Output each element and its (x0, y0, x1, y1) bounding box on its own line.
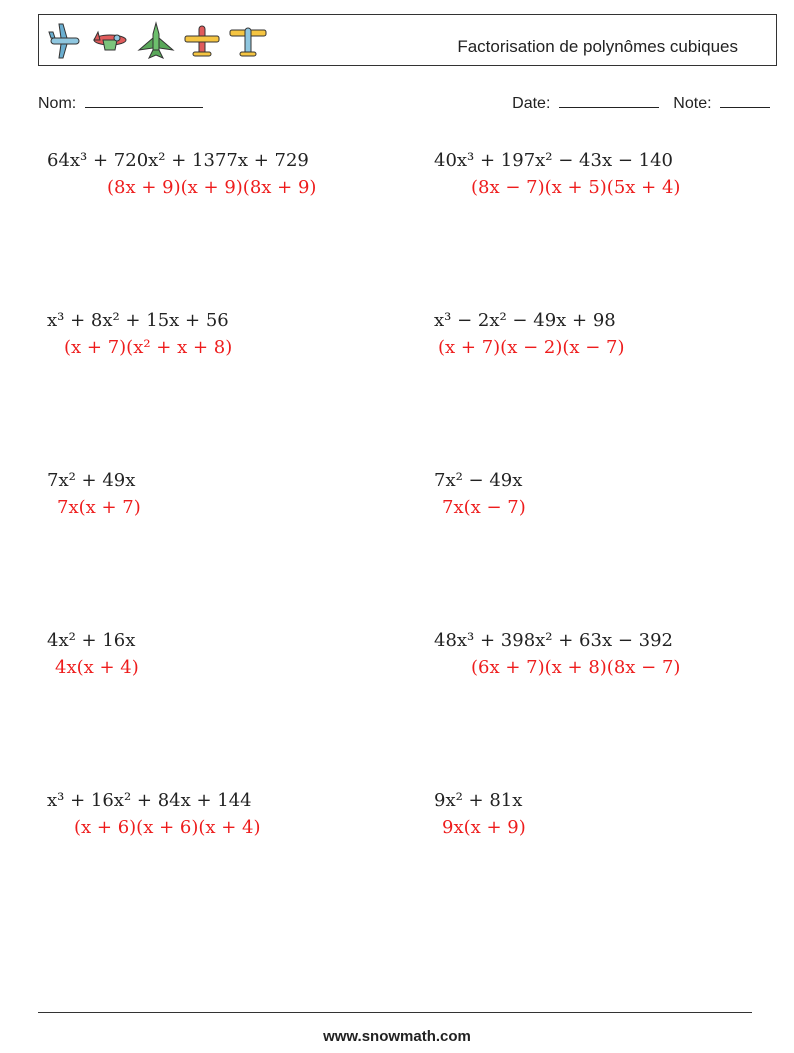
problem-answer: (x + 7)(x − 2)(x − 7) (438, 337, 625, 358)
problem-question: x³ + 16x² + 84x + 144 (47, 790, 252, 811)
date-blank[interactable] (559, 93, 659, 108)
problem-question: 40x³ + 197x² − 43x − 140 (434, 150, 673, 171)
problem-answer: (8x + 9)(x + 9)(8x + 9) (107, 177, 317, 198)
fighter-jet-green-icon (135, 20, 177, 62)
problem-question: 64x³ + 720x² + 1377x + 729 (47, 150, 309, 171)
problem-5 (47, 470, 141, 518)
name-label: Nom: (38, 95, 77, 112)
date-grade-fields (512, 93, 770, 113)
problem-answer: 7x(x − 7) (442, 497, 526, 518)
problem-question: 9x² + 81x (434, 790, 523, 811)
biplane-yellow-icon (227, 20, 269, 62)
problem-question: x³ + 8x² + 15x + 56 (47, 310, 229, 331)
problem-question: 48x³ + 398x² + 63x − 392 (434, 630, 673, 651)
problem-question: x³ − 2x² − 49x + 98 (434, 310, 616, 331)
date-label: Date: (512, 95, 551, 112)
problem-question: 4x² + 16x (47, 630, 136, 651)
problem-question: 7x² + 49x (47, 470, 136, 491)
problem-1 (47, 150, 316, 198)
footer-divider (38, 1012, 752, 1013)
grade-blank[interactable] (720, 93, 770, 108)
problem-question: 7x² − 49x (434, 470, 523, 491)
problem-answer: (x + 6)(x + 6)(x + 4) (74, 817, 261, 838)
problem-answer: (x + 7)(x² + x + 8) (64, 337, 233, 358)
header-icons (43, 20, 269, 62)
problem-7 (47, 630, 139, 678)
footer-url[interactable]: www.snowmath.com (323, 1028, 471, 1045)
name-field (38, 93, 203, 113)
problem-3 (47, 310, 232, 358)
grade-label: Note: (673, 95, 712, 112)
airplane-red-icon (89, 20, 131, 62)
problem-answer: 9x(x + 9) (442, 817, 526, 838)
problem-answer: (6x + 7)(x + 8)(8x − 7) (471, 657, 681, 678)
problem-6 (434, 470, 526, 518)
header-box (38, 14, 777, 66)
plane-yellow-red-icon (181, 20, 223, 62)
problem-answer: 7x(x + 7) (57, 497, 141, 518)
problem-2 (434, 150, 680, 198)
problem-10 (434, 790, 526, 838)
problem-8 (434, 630, 680, 678)
airplane-blue-icon (43, 20, 85, 62)
name-blank[interactable] (85, 93, 203, 108)
problem-4 (434, 310, 625, 358)
problem-answer: (8x − 7)(x + 5)(5x + 4) (471, 177, 681, 198)
problem-9 (47, 790, 261, 838)
worksheet-title: Factorisation de polynômes cubiques (457, 37, 738, 56)
problem-answer: 4x(x + 4) (55, 657, 139, 678)
